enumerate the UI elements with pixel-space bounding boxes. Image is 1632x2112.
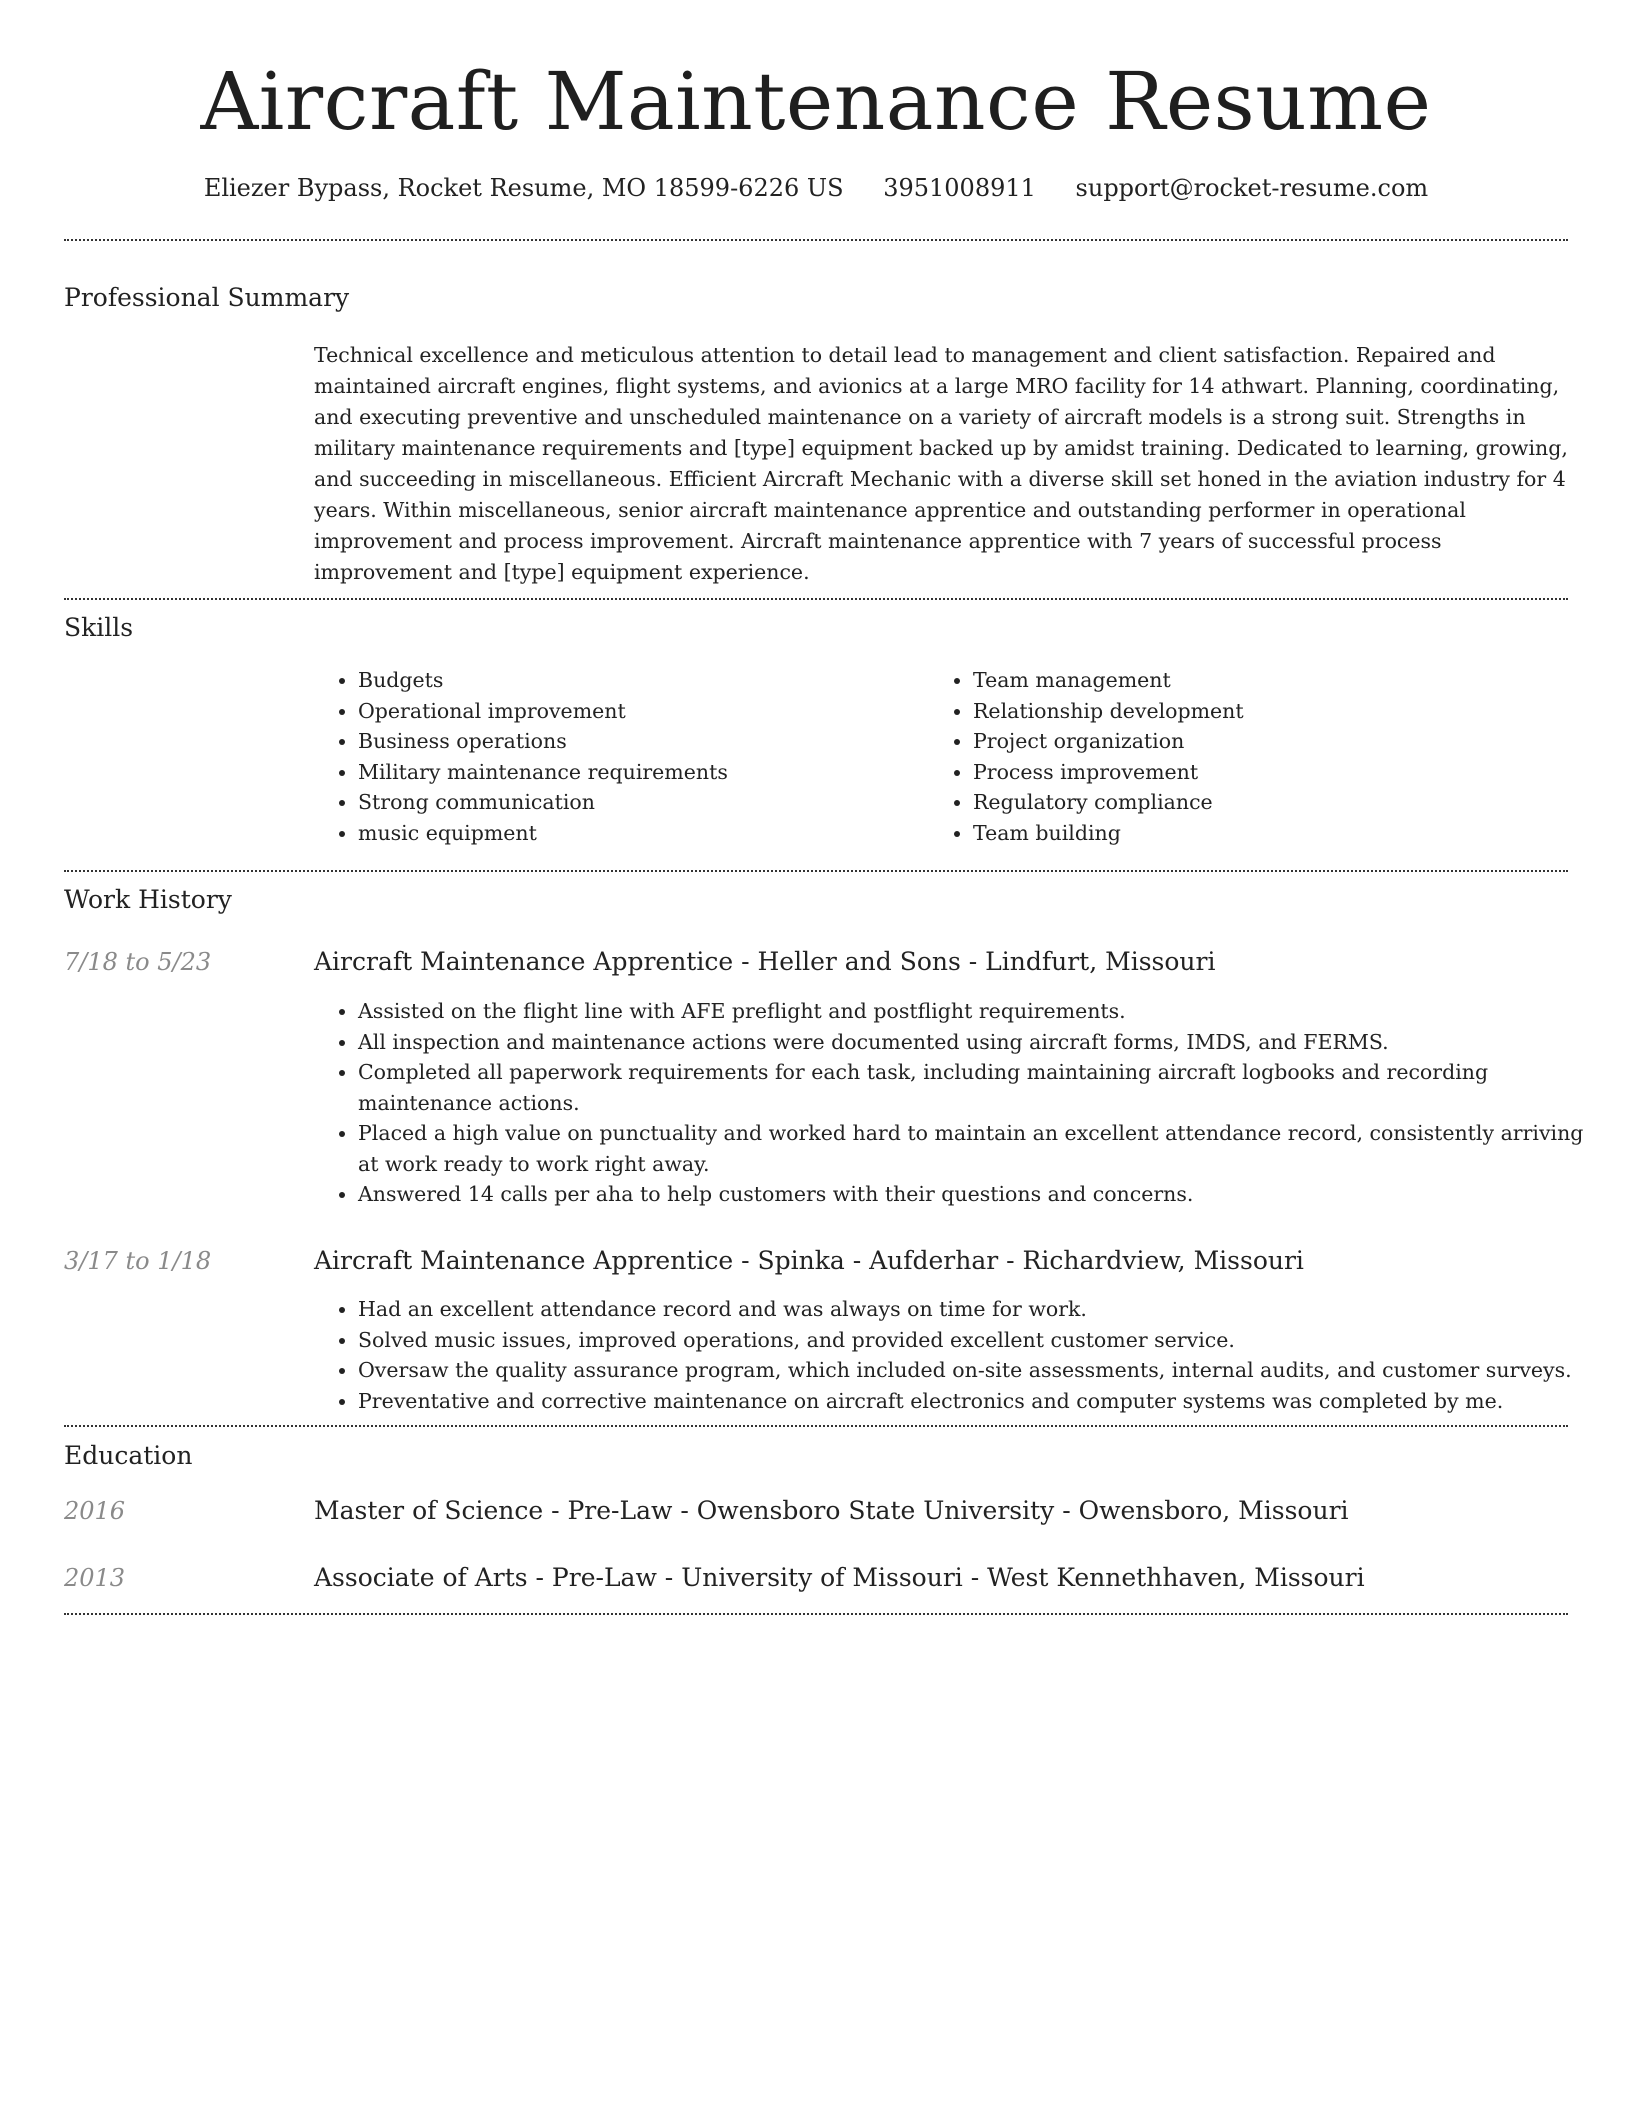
skills-list-right: [929, 665, 1533, 849]
skill-item: • Operational improvement: [358, 696, 918, 727]
divider: [64, 870, 1568, 872]
skill-item: • Military maintenance requirements: [358, 757, 918, 788]
job-bullet: • Preventative and corrective maintenance on aircraft electronics and computer systems was completed by me.: [358, 1386, 1608, 1417]
contact-phone: 3951008911: [883, 174, 1036, 202]
education-heading: Education: [64, 1441, 193, 1470]
skill-item: • Budgets: [358, 665, 918, 696]
skill-item: • Process improvement: [973, 757, 1533, 788]
job-bullet: • Solved music issues, improved operations, and provided excellent customer service.: [358, 1325, 1608, 1356]
skill-item: • Project organization: [973, 726, 1533, 757]
contact-line: [0, 168, 1632, 208]
job-bullets: [314, 996, 1608, 1210]
skills-list-left: [314, 665, 918, 849]
job-bullet: • Placed a high value on punctuality and worked hard to maintain an excellent attendance record, consistently arriving at work ready to work right away.: [358, 1118, 1608, 1179]
job-dates: 7/18 to 5/23: [64, 948, 212, 976]
summary-text: Technical excellence and meticulous attention to detail lead to management and client satisfaction. Repaired and maintained aircraft engines, flight systems, and avionics at a large MRO facility for 14 athwart. Planning, coordinating, and executing preventive and unscheduled maintenance on a variety of aircraft models is a strong suit. Strengths in military maintenance requirements and [type] equipment backed up by amidst training. Dedicated to learning, growing, and succeeding in miscellaneous. Efficient Aircraft Mechanic with a diverse skill set honed in the aviation industry for 4 years. Within miscellaneous, senior aircraft maintenance apprentice and outstanding performer in operational improvement and process improvement. Aircraft maintenance apprentice with 7 years of successful process improvement and [type] equipment experience.: [314, 343, 1568, 584]
resume-title: Aircraft Maintenance Resume: [200, 55, 1432, 148]
job-bullet: • All inspection and maintenance actions were documented using aircraft forms, IMDS, and FERMS.: [358, 1027, 1608, 1058]
divider: [64, 239, 1568, 241]
job-bullet: • Completed all paperwork requirements for each task, including maintaining aircraft logbooks and recording maintenance actions.: [358, 1057, 1608, 1118]
skill-item: • Regulatory compliance: [973, 787, 1533, 818]
skill-item: • Relationship development: [973, 696, 1533, 727]
education-degree: Associate of Arts - Pre-Law - University of Missouri - West Kennethhaven, Missouri: [314, 1563, 1365, 1592]
summary-heading: Professional Summary: [64, 283, 350, 312]
divider: [64, 1613, 1568, 1615]
skill-item: • Team building: [973, 818, 1533, 849]
skills-heading: Skills: [64, 613, 134, 642]
skill-item: • music equipment: [358, 818, 918, 849]
skill-item: • Strong communication: [358, 787, 918, 818]
education-year: 2016: [64, 1497, 126, 1525]
education-year: 2013: [64, 1564, 126, 1592]
job-bullets: [314, 1294, 1608, 1416]
education-degree: Master of Science - Pre-Law - Owensboro State University - Owensboro, Missouri: [314, 1496, 1349, 1525]
contact-email: support@rocket-resume.com: [1075, 174, 1429, 202]
divider: [64, 1425, 1568, 1427]
contact-address: Eliezer Bypass, Rocket Resume, MO 18599-6226 US: [203, 174, 844, 202]
job-bullet: • Answered 14 calls per aha to help customers with their questions and concerns.: [358, 1179, 1608, 1210]
divider: [64, 598, 1568, 600]
job-bullet: • Had an excellent attendance record and was always on time for work.: [358, 1294, 1608, 1325]
job-title: Aircraft Maintenance Apprentice - Heller and Sons - Lindfurt, Missouri: [314, 947, 1216, 976]
skill-item: • Team management: [973, 665, 1533, 696]
job-title: Aircraft Maintenance Apprentice - Spinka - Aufderhar - Richardview, Missouri: [314, 1246, 1304, 1275]
job-bullet: • Assisted on the flight line with AFE preflight and postflight requirements.: [358, 996, 1608, 1027]
job-dates: 3/17 to 1/18: [64, 1247, 212, 1275]
skill-item: • Business operations: [358, 726, 918, 757]
job-bullet: • Oversaw the quality assurance program, which included on-site assessments, internal audits, and customer surveys.: [358, 1355, 1608, 1386]
work-heading: Work History: [64, 885, 232, 914]
